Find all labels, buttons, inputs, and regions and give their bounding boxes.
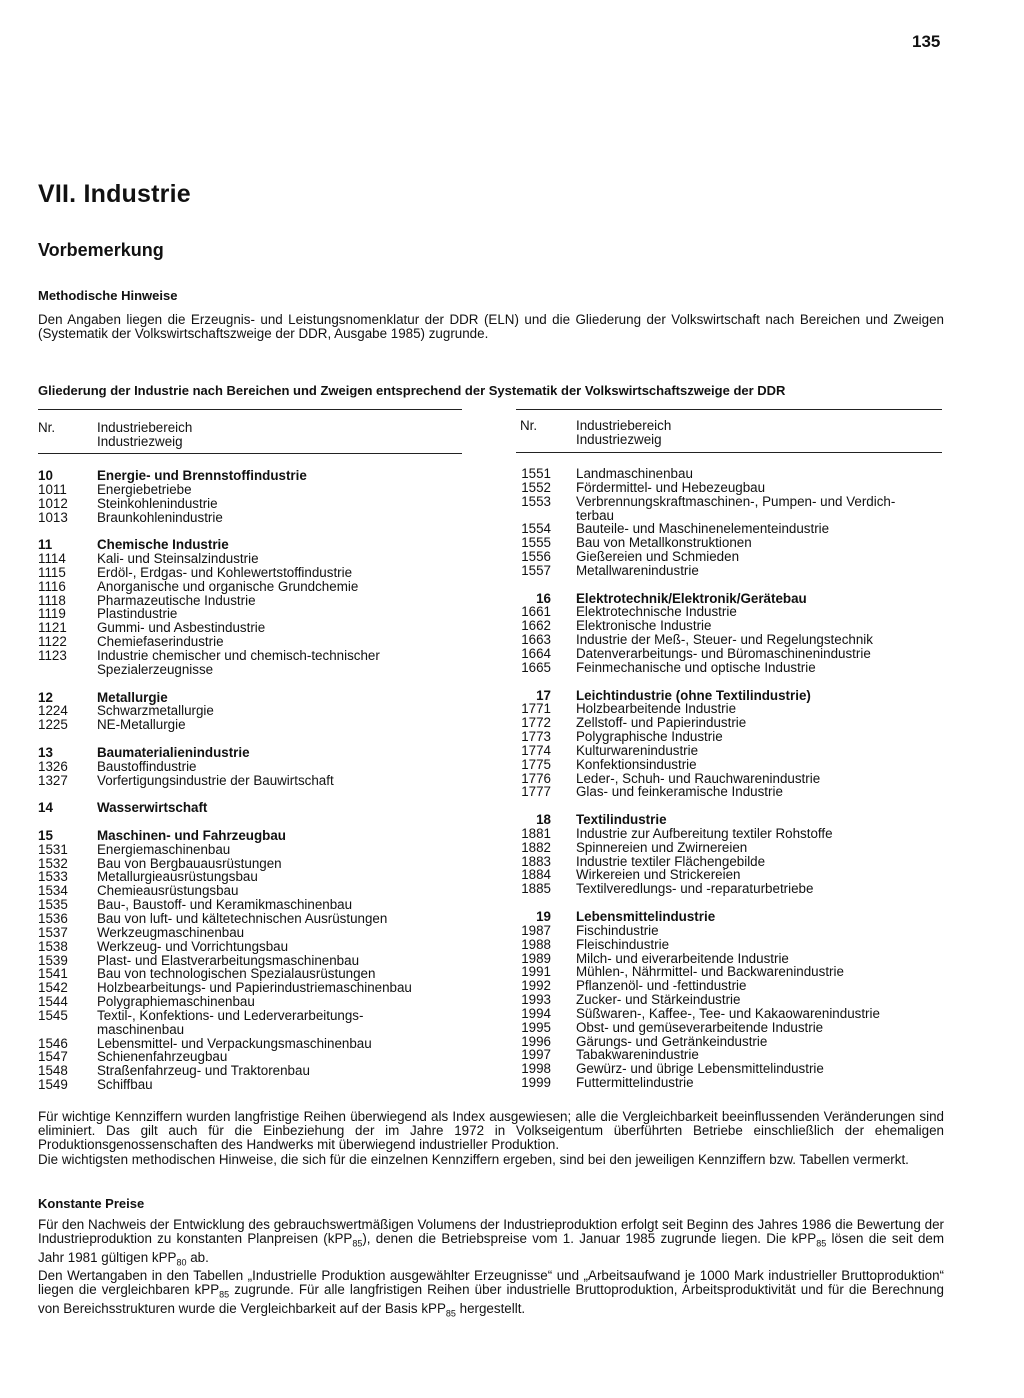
industriezweig-row [515,1035,945,1049]
industriezweig-row [38,1064,478,1078]
industriezweig-row [38,635,478,649]
industriezweig-row [38,940,478,954]
row-code: 1774 [521,742,551,758]
row-name: Energie- und Brennstoffindustrie [97,468,307,483]
row-code: 1555 [521,535,551,551]
industriezweig-row [38,926,478,940]
row-name: Bauteile- und Maschinenelementeindustrie [576,521,830,537]
row-name: Schienenfahrzeugbau [97,1049,228,1065]
row-name: terbau [576,507,614,523]
row-name: Fördermittel- und Hebezeugbau [576,479,766,495]
row-name: Kulturwarenindustrie [576,742,699,758]
row-spacer [38,732,478,746]
row-name: Datenverarbeitungs- und Büromaschinenindustrie [576,645,871,661]
row-code: 1883 [521,853,551,869]
table-left-body [38,469,478,1092]
row-name: Baustoffindustrie [97,758,197,774]
row-code: 1991 [521,964,551,980]
row-code: 15 [38,827,53,843]
industriezweig-row [515,605,945,619]
row-name: Textilveredlungs- und -reparaturbetriebe [576,881,814,897]
row-name: Bau von Bergbauausrüstungen [97,855,282,871]
row-code: 1011 [38,481,67,497]
row-code: 1545 [38,1007,68,1023]
industriezweig-row [38,594,478,608]
row-name: Straßenfahrzeug- und Traktorenbau [97,1063,310,1079]
industriezweig-row [38,607,478,621]
row-name: Zellstoff- und Papierindustrie [576,715,747,731]
row-name: Textilindustrie [576,812,667,828]
row-code: 1987 [521,922,551,938]
row-name: Metallurgieausrüstungsbau [97,869,258,885]
row-code: 16 [536,590,551,606]
row-spacer [38,677,478,691]
row-name: Pflanzenöl- und -fettindustrie [576,978,747,994]
row-code: 1544 [38,994,68,1010]
industriezweig-row [38,884,478,898]
row-name: Spezialerzeugnisse [97,661,214,677]
text-fragment: hergestellt. [455,1301,526,1317]
kennziffern-paragraph: Für wichtige Kennziffern wurden langfristige Reihen überwiegend als Index ausgewiesen; alle die Vergleichbarkeit beeinflussenden Veränderungen sind eliminiert. Das gilt auch für die Einbeziehung der im Jahre 1972 in Volkseigentum überführten Betriebe einschließlich der ehemaligen Produktionsgenossenschaften des Handwerks mit überwiegend industrieller Produktion. [38,1109,944,1152]
row-name: Lebensmittel- und Verpackungsmaschinenbau [97,1035,372,1051]
industriezweig-row [38,857,478,871]
row-name: Fleischindustrie [576,936,670,952]
row-spacer [515,675,945,689]
row-code: 1772 [521,715,551,731]
row-name: Schwarzmetallurgie [97,703,214,719]
row-code: 1662 [521,618,551,634]
text-fragment: ab. [186,1249,209,1265]
industriezweig-row [515,481,945,495]
row-code: 1999 [521,1075,551,1091]
industriezweig-row [38,967,478,981]
row-spacer [38,815,478,829]
industriezweig-row [38,718,478,732]
row-name: Polygraphiemaschinenbau [97,994,255,1010]
row-name: Feinmechanische und optische Industrie [576,659,816,675]
row-code: 1664 [521,645,551,661]
table-right-header [520,419,940,449]
row-code: 1121 [38,620,67,636]
row-code: 1327 [38,772,68,788]
row-code: 1661 [521,604,551,620]
row-code: 1538 [38,938,68,954]
industriezweig-row [38,898,478,912]
industriezweig-row [38,843,478,857]
row-code: 1532 [38,855,68,871]
row-code: 1224 [38,703,68,719]
row-name: Futtermittelindustrie [576,1075,694,1091]
row-spacer [515,896,945,910]
industriezweig-row [38,912,478,926]
row-name: Leichtindustrie (ohne Textilindustrie) [576,687,811,703]
row-code: 1552 [521,479,551,495]
row-code: 1773 [521,729,551,745]
row-name: maschinenbau [97,1021,185,1037]
row-name: Kali- und Steinsalzindustrie [97,551,259,567]
row-name: Industrie der Meß-, Steuer- und Regelungstechnik [576,632,873,648]
industriezweig-row [515,1021,945,1035]
row-code: 1998 [521,1061,551,1077]
row-code: 1537 [38,924,68,940]
industriebereich-row [515,689,945,703]
row-code: 1549 [38,1077,68,1093]
industriezweig-row [515,965,945,979]
table-right-top-rule [516,409,942,410]
table-right-header-rule [516,452,942,453]
industriezweig-row [515,855,945,869]
industriezweig-row [38,552,478,566]
konstante-preise-paragraph [38,1218,944,1321]
industriezweig-row [515,1062,945,1076]
methodische-hinweise-heading: Methodische Hinweise [38,288,178,303]
industriezweig-row [515,550,945,564]
row-name: Bau von luft- und kältetechnischen Ausrüstungen [97,911,388,926]
row-name: Obst- und gemüseverarbeitende Industrie [576,1019,824,1035]
text-fragment: Den Wertangaben in den Tabellen „Industrielle Produktion ausgewählter Erzeugnisse“ und „Arbeitsaufwand je 1000 Mark industrieller Bruttoproduktion“ liegen die vergleichbaren kPP [38,1268,944,1298]
row-name: Industrie chemischer und chemisch-technischer [97,647,380,663]
row-code [515,509,551,523]
row-name: Fischindustrie [576,922,659,938]
text-fragment: Für den Nachweis der Entwicklung des gebrauchswertmäßigen Volumens der Industrieproduktion erfolgt seit Beginn des Jahres 1986 die Bewertung der Industrieproduktion zu konstanten Planpreisen (kPP [38,1217,944,1246]
row-name: Glas- und feinkeramische Industrie [576,784,783,800]
industriezweig-row [515,882,945,896]
row-name: Holzbearbeitende Industrie [576,701,737,717]
industriezweig-row [515,1048,945,1062]
row-name: Spinnereien und Zwirnereien [576,839,748,855]
industriebereich-row [38,538,478,552]
row-name: Vorfertigungsindustrie der Bauwirtschaft [97,772,334,788]
industriebereich-row [515,592,945,606]
subscript: 85 [816,1238,827,1249]
table-left-header-rule [38,453,462,454]
row-code: 1534 [38,883,68,899]
row-code: 1557 [521,562,551,578]
table-left-header [38,421,462,451]
industriebereich-row [38,801,478,815]
row-code: 1114 [38,551,66,567]
subscript: 85 [219,1290,230,1301]
row-code [38,663,78,677]
row-name: Chemiefaserindustrie [97,634,224,650]
industriezweig-row [515,868,945,882]
industriezweig-row [38,704,478,718]
row-name: Textil-, Konfektions- und Lederverarbeitungs- [97,1007,364,1023]
row-name: Energiebetriebe [97,481,192,497]
row-code: 1012 [38,495,68,511]
row-code: 1531 [38,841,68,857]
section-title: Vorbemerkung [38,240,164,260]
text-fragment: zugrunde. Für alle langfristigen Reihen über industrielle Bruttoproduktion, Arbeitsproduktivität und für die Berechnung von Bereichsstrukturen wurde die Vergleichbarkeit auf der Basis kPP [38,1282,944,1317]
industriezweig-row [38,760,478,774]
industriezweig-row [515,730,945,744]
row-code: 1122 [38,634,67,650]
hinweise-paragraph: Die wichtigsten methodischen Hinweise, die sich für die einzelnen Kennziffern ergeben, sind bei den jeweiligen Kennziffern bzw. Tabellen vermerkt. [38,1152,909,1167]
konstante-preise-heading: Konstante Preise [38,1196,145,1211]
row-code: 1992 [521,978,551,994]
row-code: 1533 [38,869,68,885]
row-name: Baumaterialienindustrie [97,744,250,760]
industriezweig-row [38,1009,478,1023]
row-name: Schiffbau [97,1077,153,1093]
industriezweig-row [515,467,945,481]
industriezweig-row [515,716,945,730]
row-code: 1542 [38,980,68,996]
row-code: 1771 [521,701,551,717]
industriezweig-row [38,981,478,995]
industriezweig-row [38,580,478,594]
row-code: 12 [38,689,53,705]
row-name: Industrie zur Aufbereitung textiler Rohstoffe [576,825,833,841]
row-name: Mühlen-, Nährmittel- und Backwarenindustrie [576,964,844,980]
row-name: Elektrotechnik/Elektronik/Gerätebau [576,590,807,606]
industriezweig-row [515,785,945,799]
row-name: Gewürz- und übrige Lebensmittelindustrie [576,1061,824,1077]
row-code: 1995 [521,1019,551,1035]
industriezweig-row [38,1078,478,1092]
row-code: 1881 [521,825,551,841]
row-name: Plastindustrie [97,606,178,622]
table-left-top-rule [38,409,462,410]
row-code: 1326 [38,758,68,774]
industriezweig-row [515,979,945,993]
row-name: Metallurgie [97,689,168,705]
row-name: Leder-, Schuh- und Rauchwarenindustrie [576,770,821,786]
table-right-body [515,467,945,1090]
industriebereich-row [515,813,945,827]
row-name: Industrie textiler Flächengebilde [576,853,766,869]
subscript: 85 [352,1238,363,1249]
row-name: Verbrennungskraftmaschinen-, Pumpen- und Verdich- [576,493,896,509]
industriezweig-row [515,758,945,772]
industriezweig-row [515,661,945,675]
industriezweig-row [515,522,945,536]
column-nr-label: Nr. [38,420,56,435]
row-name: Erdöl-, Erdgas- und Kohlewertstoffindustrie [97,564,353,580]
row-name: Plast- und Elastverarbeitungsmaschinenbau [97,952,360,968]
row-name: Holzbearbeitungs- und Papierindustriemaschinenbau [97,980,412,996]
industriezweig-row [38,483,478,497]
row-name: Werkzeug- und Vorrichtungsbau [97,938,289,954]
row-code: 1556 [521,549,551,565]
row-name: Konfektionsindustrie [576,756,697,772]
row-code: 1116 [38,578,66,594]
row-code: 1551 [521,466,551,481]
row-code: 1994 [521,1005,551,1021]
industriezweig-row [38,1037,478,1051]
row-code: 1776 [521,770,551,786]
methodische-hinweise-paragraph: Den Angaben liegen die Erzeugnis- und Leistungsnomenklatur der DDR (ELN) und die Gliederung der Volkswirtschaft nach Bereichen und Zweigen (Systematik der Volkswirtschaftszweige der DDR, Ausgabe 1985) zugrunde. [38,312,944,341]
industriezweig-row [38,995,478,1009]
row-name: Steinkohlenindustrie [97,495,218,511]
industriezweig-row [38,566,478,580]
industriezweig-row [515,702,945,716]
row-code: 1535 [38,897,68,913]
row-spacer [38,787,478,801]
row-name: Pharmazeutische Industrie [97,592,256,608]
industriebereich-row [38,829,478,843]
industriebereich-row [515,910,945,924]
row-code: 1119 [38,606,66,622]
industriezweig-row [38,774,478,788]
row-code: 17 [536,687,551,703]
industriezweig-row [515,924,945,938]
industriezweig-row [38,497,478,511]
row-code: 1546 [38,1035,68,1051]
row-code: 1548 [38,1063,68,1079]
row-name: Süßwaren-, Kaffee-, Tee- und Kakaowarenindustrie [576,1005,880,1021]
industriezweig-row [515,633,945,647]
row-name: Elektrotechnische Industrie [576,604,737,620]
row-code: 1225 [38,717,68,733]
industriezweig-row [38,870,478,884]
row-name: Polygraphische Industrie [576,729,723,745]
industriebereich-row [38,469,478,483]
row-code: 1536 [38,911,68,926]
column-bereich-label: Industriebereich Industriezweig [97,420,193,449]
chapter-title: VII. Industrie [38,180,191,208]
row-code: 1665 [521,659,551,675]
industriezweig-row [38,954,478,968]
row-code: 1884 [521,867,551,883]
industriezweig-row [515,1076,945,1090]
industriezweig-row [38,649,478,663]
row-spacer [515,799,945,813]
row-name: Wirkereien und Strickereien [576,867,741,883]
row-code: 1775 [521,756,551,772]
row-name: Landmaschinenbau [576,466,693,481]
row-name: Gärungs- und Getränkeindustrie [576,1033,768,1049]
industriezweig-row [515,564,945,578]
text-fragment: ), denen die Betriebspreise vom 1. Januar 1985 zugrunde liegen. Die kPP [362,1231,817,1246]
row-code: 1663 [521,632,551,648]
row-code: 1996 [521,1033,551,1049]
row-name: Elektronische Industrie [576,618,712,634]
row-code: 1013 [38,509,68,525]
row-code: 1777 [521,784,551,800]
industriezweig-row [515,1007,945,1021]
row-code: 1123 [38,647,67,663]
subscript: 80 [176,1257,187,1268]
row-code: 1997 [521,1047,551,1063]
row-spacer [38,524,478,538]
row-code: 1539 [38,952,68,968]
industriebereich-row [38,746,478,760]
row-code: 1115 [38,564,66,580]
industriezweig-row [515,619,945,633]
row-code: 11 [38,537,53,553]
gliederung-heading: Gliederung der Industrie nach Bereichen und Zweigen entsprechend der Systematik der Volkswirtschaftszweige der DDR [38,383,786,398]
row-name: Bau von Metallkonstruktionen [576,535,752,551]
row-code: 1553 [521,493,551,509]
column-bereich-label: Industriebereich Industriezweig [576,418,672,447]
industriezweig-row [515,509,945,523]
row-name: Energiemaschinenbau [97,841,231,857]
row-code: 1547 [38,1049,68,1065]
row-name: Zucker- und Stärkeindustrie [576,992,741,1008]
industriezweig-row [515,495,945,509]
industriezweig-row [515,841,945,855]
row-name: Chemische Industrie [97,537,229,553]
industriezweig-row [38,511,478,525]
industriezweig-row [515,772,945,786]
row-name: NE-Metallurgie [97,717,186,733]
row-name: Wasserwirtschaft [97,800,208,816]
industriezweig-row [515,536,945,550]
subscript: 85 [445,1308,456,1319]
industriebereich-row [38,691,478,705]
row-name: Tabakwarenindustrie [576,1047,699,1063]
industriezweig-row [515,993,945,1007]
row-code: 1541 [38,966,68,982]
row-name: Chemieausrüstungsbau [97,883,239,899]
industriezweig-row [38,663,478,677]
row-code: 10 [38,468,53,483]
row-code: 14 [38,800,53,816]
text-fragment: lösen die seit dem Jahr 1981 gültigen kPP [38,1231,944,1265]
industriezweig-row [38,1050,478,1064]
row-code: 1118 [38,592,66,608]
industriezweig-row [38,1023,478,1037]
row-name: Gummi- und Asbestindustrie [97,620,266,636]
row-name: Bau-, Baustoff- und Keramikmaschinenbau [97,897,353,913]
row-name: Milch- und eiverarbeitende Industrie [576,950,789,966]
row-code: 1882 [521,839,551,855]
row-code: 1988 [521,936,551,952]
industriezweig-row [515,744,945,758]
row-code [38,1023,78,1037]
industriezweig-row [515,647,945,661]
row-code: 1989 [521,950,551,966]
row-name: Lebensmittelindustrie [576,909,716,924]
row-code: 1554 [521,521,551,537]
row-code: 1885 [521,881,551,897]
industriezweig-row [515,938,945,952]
row-code: 13 [38,744,53,760]
row-spacer [515,578,945,592]
row-name: Bau von technologischen Spezialausrüstungen [97,966,376,982]
industriezweig-row [515,827,945,841]
row-name: Maschinen- und Fahrzeugbau [97,827,286,843]
row-code: 18 [536,812,551,828]
row-name: Metallwarenindustrie [576,562,699,578]
row-code: 19 [536,909,551,924]
row-name: Gießereien und Schmieden [576,549,740,565]
column-nr-label: Nr. [520,418,538,433]
page-number: 135 [912,32,941,51]
row-name: Anorganische und organische Grundchemie [97,578,359,594]
row-name: Werkzeugmaschinenbau [97,924,245,940]
row-code: 1993 [521,992,551,1008]
row-name: Braunkohlenindustrie [97,509,223,525]
industriezweig-row [515,952,945,966]
industriezweig-row [38,621,478,635]
